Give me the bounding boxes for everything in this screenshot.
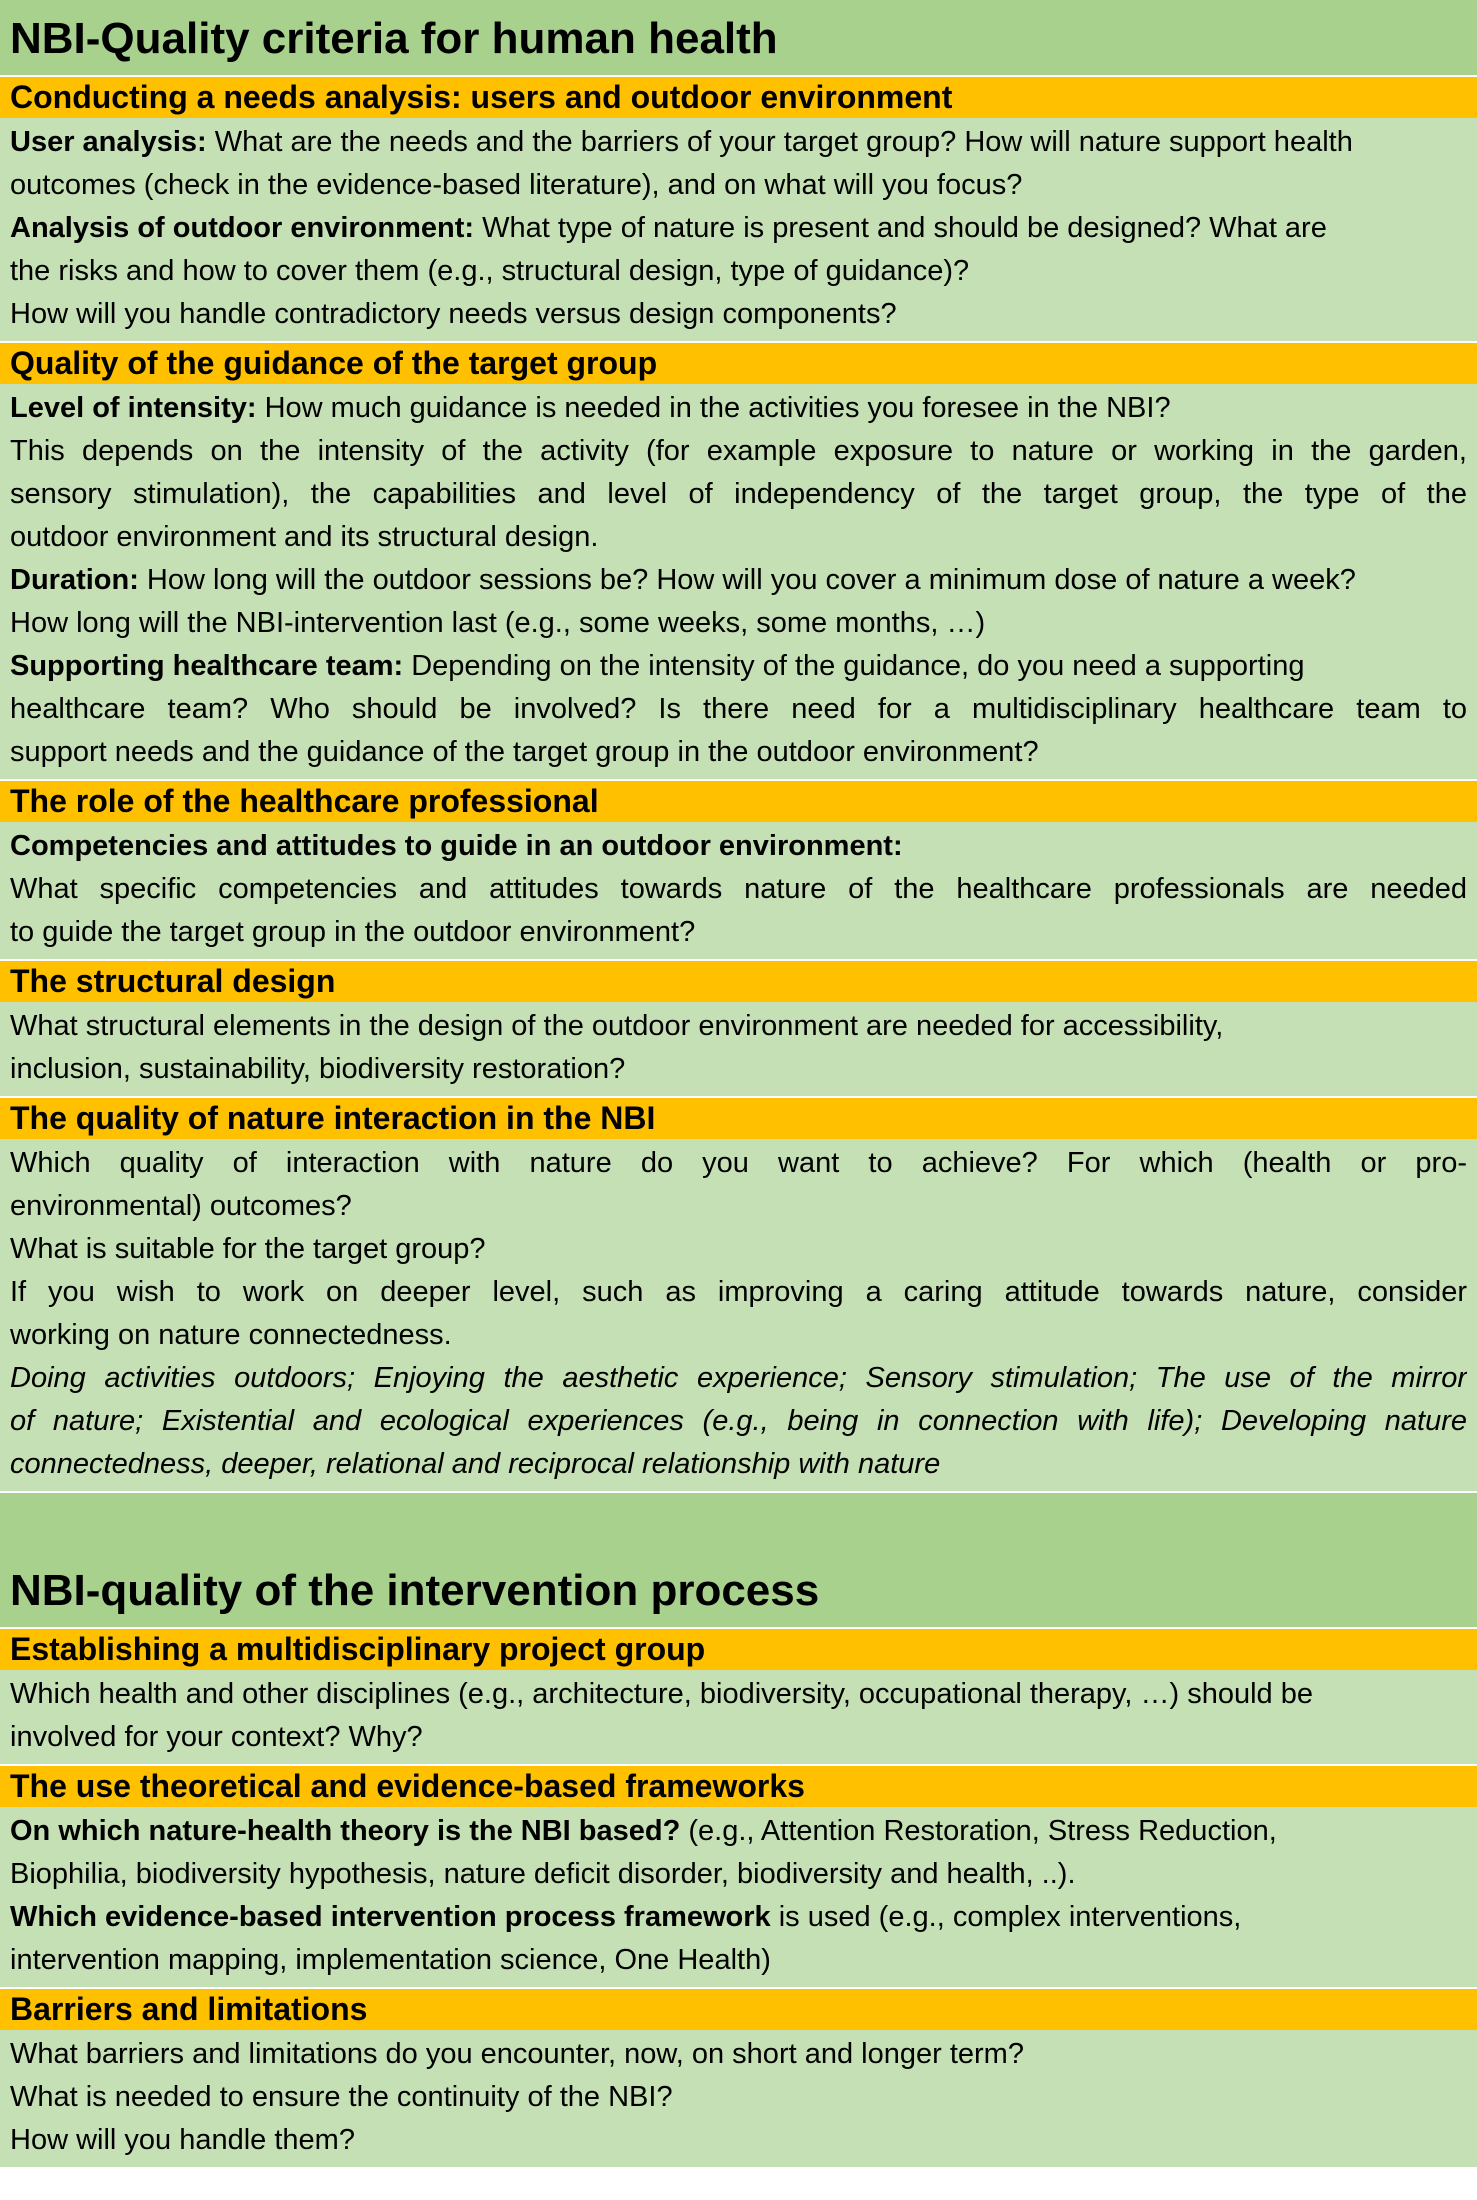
- text-line: outdoor environment and its structural design.: [10, 521, 599, 553]
- theory-text: (e.g., Attention Restoration, Stress Reduction,: [680, 1815, 1277, 1847]
- interaction-heading: The quality of nature interaction in the NBI: [0, 1096, 1477, 1139]
- text-line: What barriers and limitations do you encounter, now, on short and longer term?: [10, 2038, 1024, 2070]
- user-analysis-line: [10, 121, 1467, 164]
- text-line: Which quality of interaction with nature do you want to achieve? For which (health or pro-: [10, 1147, 1467, 1179]
- italic-line: connectedness, deeper, relational and reciprocal relationship with nature: [10, 1448, 941, 1480]
- project-heading: Establishing a multidisciplinary project group: [0, 1627, 1477, 1670]
- text-line: How will you handle them?: [10, 2124, 355, 2156]
- framework-text: is used (e.g., complex interventions,: [770, 1901, 1242, 1933]
- text-line: If you wish to work on deeper level, such as improving a caring attitude towards nature, consider: [10, 1276, 1467, 1308]
- text-line: healthcare team? Who should be involved? Is there need for a multidisciplinary healthcare team to: [10, 693, 1467, 725]
- intensity-label: Level of intensity:: [10, 392, 257, 424]
- user-analysis-text: What are the needs and the barriers of your target group? How will nature support health: [206, 126, 1353, 158]
- project-body: [0, 1670, 1477, 1764]
- text-line: What is needed to ensure the continuity of the NBI?: [10, 2081, 673, 2113]
- structural-heading: The structural design: [0, 959, 1477, 1002]
- text-line: outcomes (check in the evidence-based literature), and on what will you focus?: [10, 169, 1023, 201]
- duration-text: How long will the outdoor sessions be? How will you cover a minimum dose of nature a week?: [138, 564, 1356, 596]
- text-line: This depends on the intensity of the activity (for example exposure to nature or working in the garden,: [10, 435, 1467, 467]
- text-line: intervention mapping, implementation science, One Health): [10, 1944, 771, 1976]
- team-line: [10, 645, 1467, 688]
- section1-title: NBI-Quality criteria for human health: [0, 0, 1477, 75]
- team-label: Supporting healthcare team:: [10, 650, 404, 682]
- guidance-heading: Quality of the guidance of the target group: [0, 341, 1477, 384]
- text-line: What structural elements in the design of the outdoor environment are needed for accessibility,: [10, 1010, 1224, 1042]
- env-analysis-text: What type of nature is present and should be designed? What are: [474, 212, 1327, 244]
- intensity-text: How much guidance is needed in the activities you foresee in the NBI?: [256, 392, 1171, 424]
- frameworks-body: [0, 1807, 1477, 1987]
- env-analysis-line: [10, 207, 1467, 250]
- italic-line: Doing activities outdoors; Enjoying the aesthetic experience; Sensory stimulation; The use of the mirror: [10, 1362, 1467, 1394]
- guidance-body: [0, 384, 1477, 779]
- frameworks-heading: The use theoretical and evidence-based frameworks: [0, 1764, 1477, 1807]
- user-analysis-label: User analysis:: [10, 126, 207, 158]
- text-line: working on nature connectedness.: [10, 1319, 452, 1351]
- structural-body: [0, 1002, 1477, 1096]
- text-line: support needs and the guidance of the target group in the outdoor environment?: [10, 736, 1039, 768]
- text-line: How will you handle contradictory needs versus design components?: [10, 298, 897, 330]
- text-line: to guide the target group in the outdoor environment?: [10, 916, 696, 948]
- text-line: What is suitable for the target group?: [10, 1233, 486, 1265]
- needs-body: [0, 118, 1477, 341]
- intensity-line: [10, 387, 1467, 430]
- team-text: Depending on the intensity of the guidance, do you need a supporting: [403, 650, 1305, 682]
- barriers-body: [0, 2030, 1477, 2167]
- theory-label: On which nature-health theory is the NBI based?: [10, 1815, 681, 1847]
- text-line: inclusion, sustainability, biodiversity restoration?: [10, 1053, 626, 1085]
- text-line: How long will the NBI-intervention last (e.g., some weeks, some months, …): [10, 607, 986, 639]
- text-line: involved for your context? Why?: [10, 1721, 423, 1753]
- barriers-heading: Barriers and limitations: [0, 1987, 1477, 2030]
- text-line: Which health and other disciplines (e.g., architecture, biodiversity, occupational therapy, …) should be: [10, 1678, 1314, 1710]
- competencies-line: [10, 825, 1467, 868]
- italic-line: of nature; Existential and ecological experiences (e.g., being in connection with life); Developing nature: [10, 1405, 1467, 1437]
- competencies-label: Competencies and attitudes to guide in an outdoor environment:: [10, 830, 903, 862]
- section-spacer: [0, 1491, 1477, 1552]
- professional-body: [0, 822, 1477, 959]
- text-line: environmental) outcomes?: [10, 1190, 352, 1222]
- section2-title: NBI-quality of the intervention process: [0, 1552, 1477, 1627]
- framework-label: Which evidence-based intervention process framework: [10, 1901, 771, 1933]
- needs-heading: Conducting a needs analysis: users and outdoor environment: [0, 75, 1477, 118]
- env-analysis-label: Analysis of outdoor environment:: [10, 212, 475, 244]
- duration-label: Duration:: [10, 564, 139, 596]
- duration-line: [10, 559, 1467, 602]
- theory-line: [10, 1810, 1467, 1853]
- interaction-body: [0, 1139, 1477, 1491]
- text-line: What specific competencies and attitudes towards nature of the healthcare professionals are needed: [10, 873, 1467, 905]
- text-line: the risks and how to cover them (e.g., structural design, type of guidance)?: [10, 255, 970, 287]
- professional-heading: The role of the healthcare professional: [0, 779, 1477, 822]
- text-line: sensory stimulation), the capabilities and level of independency of the target group, the type of the: [10, 478, 1467, 510]
- text-line: Biophilia, biodiversity hypothesis, nature deficit disorder, biodiversity and health, ..).: [10, 1858, 1076, 1890]
- framework-line: [10, 1896, 1467, 1939]
